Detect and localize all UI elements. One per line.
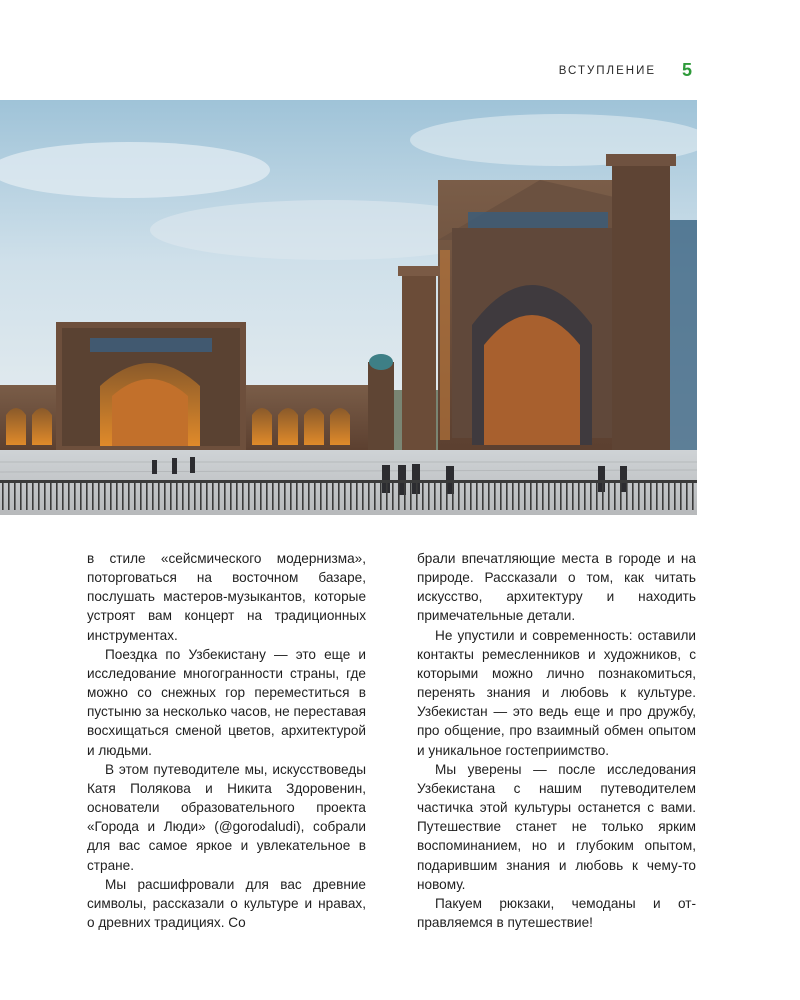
paragraph: в стиле «сейсмического модернизма», поторговаться на восточном базаре, послушать мастеров-музыкантов, которые устроят вам концерт на традиционных инструментах. bbox=[87, 551, 366, 643]
text-column-right bbox=[417, 549, 696, 932]
paragraph: Мы расшифровали для вас древние символы, рассказали о культуре и нравах, о древних традициях. Со bbox=[87, 876, 366, 930]
section-label: ВСТУПЛЕНИЕ bbox=[558, 65, 656, 77]
paragraph: Не упустили и современность: оставили контакты ремесленников и художников, с которыми можно лично познакомиться, перенять знания и любовь к культуре. Узбекистан — это ведь еще и про дружбу, про общение, про взаимный обмен опытом и уникальное гостеприимство. bbox=[417, 627, 696, 758]
text-column-left bbox=[87, 549, 366, 932]
registan-photo bbox=[0, 100, 697, 515]
running-head bbox=[0, 62, 800, 82]
paragraph: брали впечатляющие места в городе и на природе. Рассказали о том, как читать искусство, архитектуру и находить примечательные детали. bbox=[417, 551, 696, 624]
page-number: 5 bbox=[682, 60, 693, 80]
paragraph: Поездка по Узбекистану — это еще и исследование многогранности страны, где можно со снежных гор переместиться в пустыню за несколько часов, не переставая восхищаться сменой цветов, архитектурой и людьми. bbox=[87, 646, 366, 758]
paragraph: Пакуем рюкзаки, чемоданы и отправляемся в путешествие! bbox=[417, 895, 696, 930]
paragraph: В этом путеводителе мы, искусствоведы Катя Полякова и Никита Здоровенин, основатели образовательного проекта «Города и Люди» (@gorodaludi), собрали для вас самое яркое и увлекательное в стране. bbox=[87, 761, 366, 873]
paragraph: Мы уверены — после исследования Узбекистана с нашим путеводителем частичка этой культуры останется с вами. Путешествие станет не только ярким воспоминанием, но и глубоким опытом, подарившим знания и любовь к чему-то новому. bbox=[417, 761, 696, 892]
